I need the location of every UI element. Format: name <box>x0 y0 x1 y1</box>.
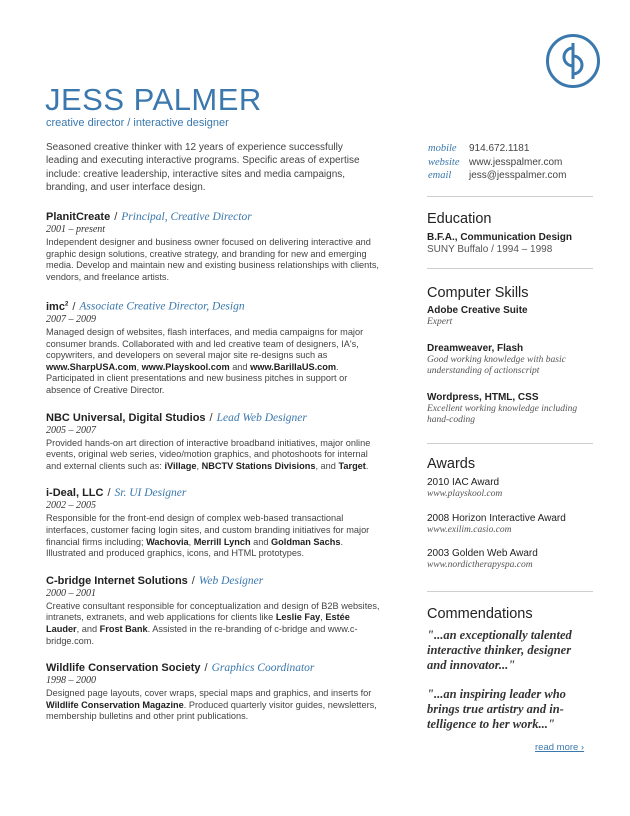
contact-mobile <box>428 142 566 156</box>
desc-client: Wachovia <box>146 536 189 547</box>
contact-website[interactable] <box>428 156 566 170</box>
job-description <box>46 688 381 723</box>
desc-link[interactable]: www.BarillaUS.com <box>250 361 337 372</box>
job-role: Graphics Coordinator <box>211 662 315 675</box>
skill-name: Dreamweaver, Flash <box>427 342 524 354</box>
desc-client: iVillage <box>164 460 197 471</box>
skill-detail: Good working knowledge with basic understanding of actionscript <box>427 354 566 376</box>
job-heading <box>46 411 381 425</box>
desc-text: . <box>365 460 369 471</box>
award-item <box>427 548 593 572</box>
desc-text: Provided hands-on art direction of interactive broadband initiatives, major online events, original web series, video/motion graphics, and photoshoots for internal and external clients such as: <box>46 437 371 471</box>
desc-text: , and <box>76 623 100 634</box>
job-subtitle: creative director / interactive designer <box>46 117 229 129</box>
divider <box>427 443 593 444</box>
company-name: NBC Universal, Digital Studios <box>46 411 206 424</box>
read-more-link[interactable]: read more › <box>535 742 585 753</box>
company-name: PlanitCreate <box>46 211 111 223</box>
job-description <box>46 601 381 647</box>
desc-text: Independent designer and business owner focused on delivering interactive and graphic design solutions, creative strategy, and branding for new and emerging media. Develop and maintain new and existing business relationships with clients, vendors, and freelance artists. <box>46 237 379 282</box>
job-description <box>46 513 381 559</box>
contact-value[interactable]: jess@jesspalmer.com <box>469 170 567 181</box>
section-title: Awards <box>427 456 476 472</box>
desc-client: Goldman Sachs <box>271 536 341 547</box>
separator: / <box>114 211 118 223</box>
desc-text: Creative consultant responsible for conceptualization and design of B2B websites, intranets, extranets, and web applications for clients like <box>46 600 380 623</box>
skill-name: Wordpress, HTML, CSS <box>427 391 539 403</box>
job-dates: 2001 – present <box>46 224 106 235</box>
awards-section <box>427 455 593 582</box>
job-dates: 2000 – 2001 <box>46 587 96 599</box>
desc-text: . Participated in client presentations and new business pitches in support or absence of Creative Director. <box>46 361 348 395</box>
job-role: Sr. UI Designer <box>114 487 187 500</box>
experience-list <box>46 210 381 737</box>
divider <box>427 196 593 197</box>
job-dates: 1998 – 2000 <box>46 675 96 687</box>
job-entry <box>46 210 381 283</box>
skill-detail: Excellent working knowledge including hand-coding <box>427 403 578 425</box>
desc-text: , <box>320 612 326 623</box>
desc-client: NBCTV Stations Divisions <box>201 460 316 471</box>
job-heading <box>46 297 381 314</box>
skill-name: Adobe Creative Suite <box>427 305 528 316</box>
desc-text: , and <box>315 460 339 471</box>
job-entry <box>46 574 381 647</box>
desc-text: and <box>229 361 251 372</box>
contact-block <box>428 142 566 183</box>
desc-text: , <box>188 536 194 547</box>
job-dates: 2007 – 2009 <box>46 314 96 326</box>
separator: / <box>107 487 111 500</box>
job-entry <box>46 411 381 473</box>
contact-value[interactable]: www.jesspalmer.com <box>469 156 563 168</box>
separator: / <box>72 301 76 314</box>
company-superscript: 2 <box>64 301 69 308</box>
job-heading <box>46 574 381 588</box>
section-title: Computer Skills <box>427 285 529 301</box>
desc-text: Managed design of websites, flash interfaces, and media campaigns for major consumer brands. Collaborated with and led creative team of designers, IA's, copywriters, and developers on several major site re-designs such as <box>46 327 364 361</box>
section-title: Education <box>427 211 492 227</box>
education-section <box>427 210 593 256</box>
intro-paragraph: Seasoned creative thinker with 12 years of experience successfully leading and executing interactive programs. Specific areas of expertise include: creative leadership, interactive sites and media campaigns, branding, and user interface design. <box>46 142 360 194</box>
skills-section <box>427 284 593 437</box>
job-entry <box>46 661 381 723</box>
contact-label: email <box>428 170 452 181</box>
divider <box>427 268 593 269</box>
school: SUNY Buffalo / 1994 – 1998 <box>427 244 553 255</box>
desc-text: , <box>136 361 142 372</box>
job-role: Web Designer <box>198 574 264 587</box>
job-description <box>46 327 381 397</box>
job-heading <box>46 210 381 224</box>
desc-publication: Wildlife Conservation Magazine <box>46 699 184 710</box>
job-description <box>46 438 381 473</box>
desc-client: Leslie Fay <box>275 612 321 623</box>
name-heading: JESS PALMER <box>45 82 262 117</box>
award-item <box>427 477 593 501</box>
skill-detail: Expert <box>427 317 453 327</box>
job-role: Principal, Creative Director <box>121 211 252 223</box>
commendation-quote: "...an inspiring leader who brings true artistry and in-telligence to her work..." <box>427 687 566 731</box>
company-name: Wildlife Conservation Society <box>46 662 201 675</box>
separator: / <box>191 574 195 587</box>
desc-client: Estée Lauder <box>46 612 350 634</box>
job-description <box>46 237 381 283</box>
contact-label: website <box>428 156 460 168</box>
job-dates: 2005 – 2007 <box>46 424 96 436</box>
skill-item <box>427 305 593 329</box>
desc-text: Designed page layouts, cover wraps, special maps and graphics, and inserts for <box>46 688 372 699</box>
commendations-section <box>427 605 593 746</box>
desc-text: . Illustrated and produced graphics, icons, and HTML prototypes. <box>46 536 344 559</box>
desc-text: . Produced quarterly visitor guides, newsletters, membership bulletins and other print publications. <box>46 699 377 722</box>
desc-link[interactable]: www.Playskool.com <box>141 361 230 372</box>
desc-text: . Assisted in the re-branding of c-bridge and www.c-bridge.com. <box>46 623 358 646</box>
section-title: Commendations <box>427 606 533 622</box>
degree: B.F.A., Communication Design <box>427 232 573 243</box>
desc-text: , <box>196 460 202 471</box>
contact-value: 914.672.1181 <box>469 143 530 154</box>
logo-icon <box>546 34 600 88</box>
award-url[interactable]: www.exilim.casio.com <box>427 524 512 535</box>
job-role: Lead Web Designer <box>216 411 307 424</box>
job-heading <box>46 486 381 500</box>
desc-client: Merrill Lynch <box>193 536 251 547</box>
award-url[interactable]: www.nordictherapyspa.com <box>427 560 533 570</box>
separator: / <box>209 411 213 424</box>
contact-email[interactable] <box>428 169 566 183</box>
job-entry <box>46 297 381 396</box>
company-name: i-Deal, LLC <box>46 487 104 500</box>
desc-text: and <box>250 536 272 547</box>
desc-text: Responsible for the front-end design of complex web-based transactional interfaces, customer facing login sites, and custom branding initiatives for major financial firms including; <box>46 513 370 547</box>
company-name: C-bridge Internet Solutions <box>46 574 188 587</box>
skill-item <box>427 343 593 378</box>
job-entry <box>46 486 381 559</box>
separator: / <box>204 662 208 675</box>
job-role: Associate Creative Director, Design <box>79 301 245 314</box>
divider <box>427 591 593 592</box>
contact-label: mobile <box>428 143 457 154</box>
desc-client: Frost Bank <box>99 623 148 634</box>
award-name: 2010 IAC Award <box>427 477 500 488</box>
award-url[interactable]: www.playskool.com <box>427 489 503 499</box>
skill-item <box>427 392 593 427</box>
award-item <box>427 513 593 537</box>
company-text: imc <box>46 301 65 314</box>
award-name: 2008 Horizon Interactive Award <box>427 512 566 524</box>
award-name: 2003 Golden Web Award <box>427 548 538 559</box>
commendation-quote: "...an exceptionally talented interactive thinker, designer and innovator..." <box>427 628 572 672</box>
job-dates: 2002 – 2005 <box>46 500 96 512</box>
desc-link[interactable]: www.SharpUSA.com <box>46 361 137 372</box>
desc-client: Target <box>338 460 366 471</box>
company-name <box>46 301 68 313</box>
job-heading <box>46 661 381 675</box>
